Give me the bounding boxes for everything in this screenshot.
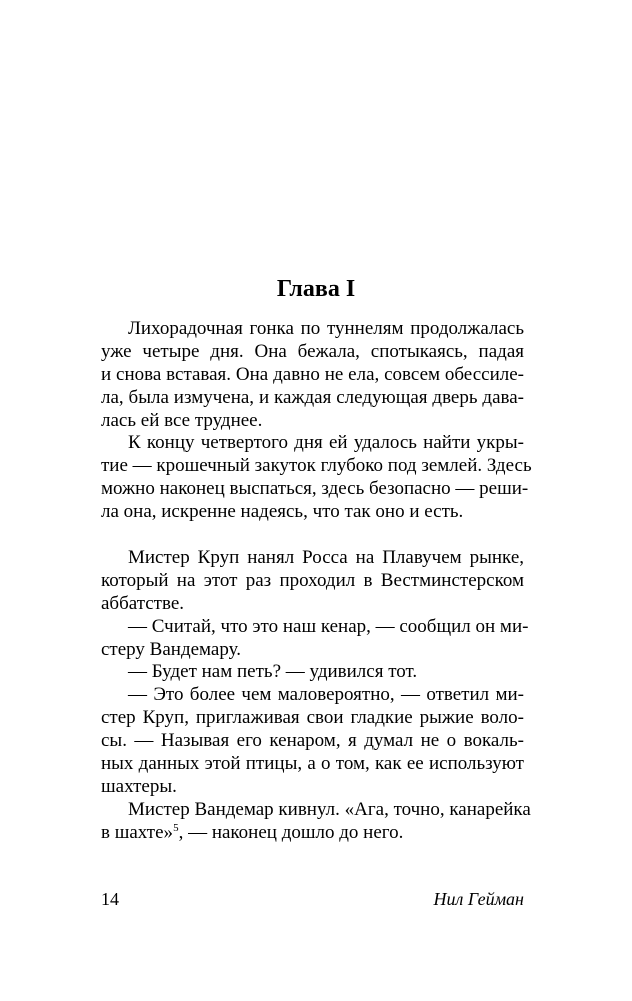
- text-line: аббатстве.: [101, 592, 185, 614]
- text-line: сы. — Называя его кенаром, я думал не о вокаль-: [101, 730, 524, 752]
- chapter-title: Глава I: [276, 276, 356, 302]
- section-2-text: [101, 547, 531, 845]
- page-number: 14: [101, 889, 119, 909]
- text-line: и снова вставая. Она давно не ела, совсем обессиле-: [101, 363, 524, 385]
- footnote-marker: 5: [173, 821, 179, 834]
- text-line-with-footnote: [101, 822, 524, 845]
- text-line: Лихорадочная гонка по туннелям продолжалась: [128, 318, 524, 339]
- text-line: Мистер Круп нанял Росса на Плавучем рынке,: [128, 547, 524, 568]
- text-line: стер Круп, приглаживая свои гладкие рыжие воло-: [101, 707, 524, 729]
- text-line: — Считай, что это наш кенар, — сообщил он ми-: [128, 615, 529, 637]
- text-line: ла, была измучена, и каждая следующая дверь дава-: [101, 386, 524, 408]
- text-line: шахтеры.: [101, 775, 177, 797]
- text-line: ных данных этой птицы, а о том, как ее используют: [101, 753, 524, 775]
- text-line: который на этот раз проходил в Вестминстерском: [101, 569, 524, 591]
- text-line: лась ей все труднее.: [101, 409, 263, 431]
- section-1-text: [101, 318, 532, 524]
- text-line: К концу четвертого дня ей удалось найти укры-: [128, 432, 524, 454]
- text-line: ла она, искренне надеясь, что так оно и есть.: [101, 501, 464, 523]
- text-line: стеру Вандемару.: [101, 638, 241, 660]
- text-line: — Это более чем маловероятно, — ответил ми-: [128, 684, 524, 706]
- text-fragment: в шахте»: [101, 821, 174, 843]
- text-line: Мистер Вандемар кивнул. «Ага, точно, канарейка: [128, 798, 531, 820]
- text-fragment: , — наконец дошло до него.: [178, 821, 404, 843]
- text-line: тие — крошечный закуток глубоко под землей. Здесь: [101, 455, 532, 477]
- text-line: можно наконец выспаться, здесь безопасно — реши-: [101, 478, 529, 500]
- text-line: уже четыре дня. Она бежала, спотыкаясь, падая: [101, 340, 524, 362]
- running-footer-author: Нил Гейман: [433, 889, 524, 909]
- text-line: — Будет нам петь? — удивился тот.: [128, 661, 418, 683]
